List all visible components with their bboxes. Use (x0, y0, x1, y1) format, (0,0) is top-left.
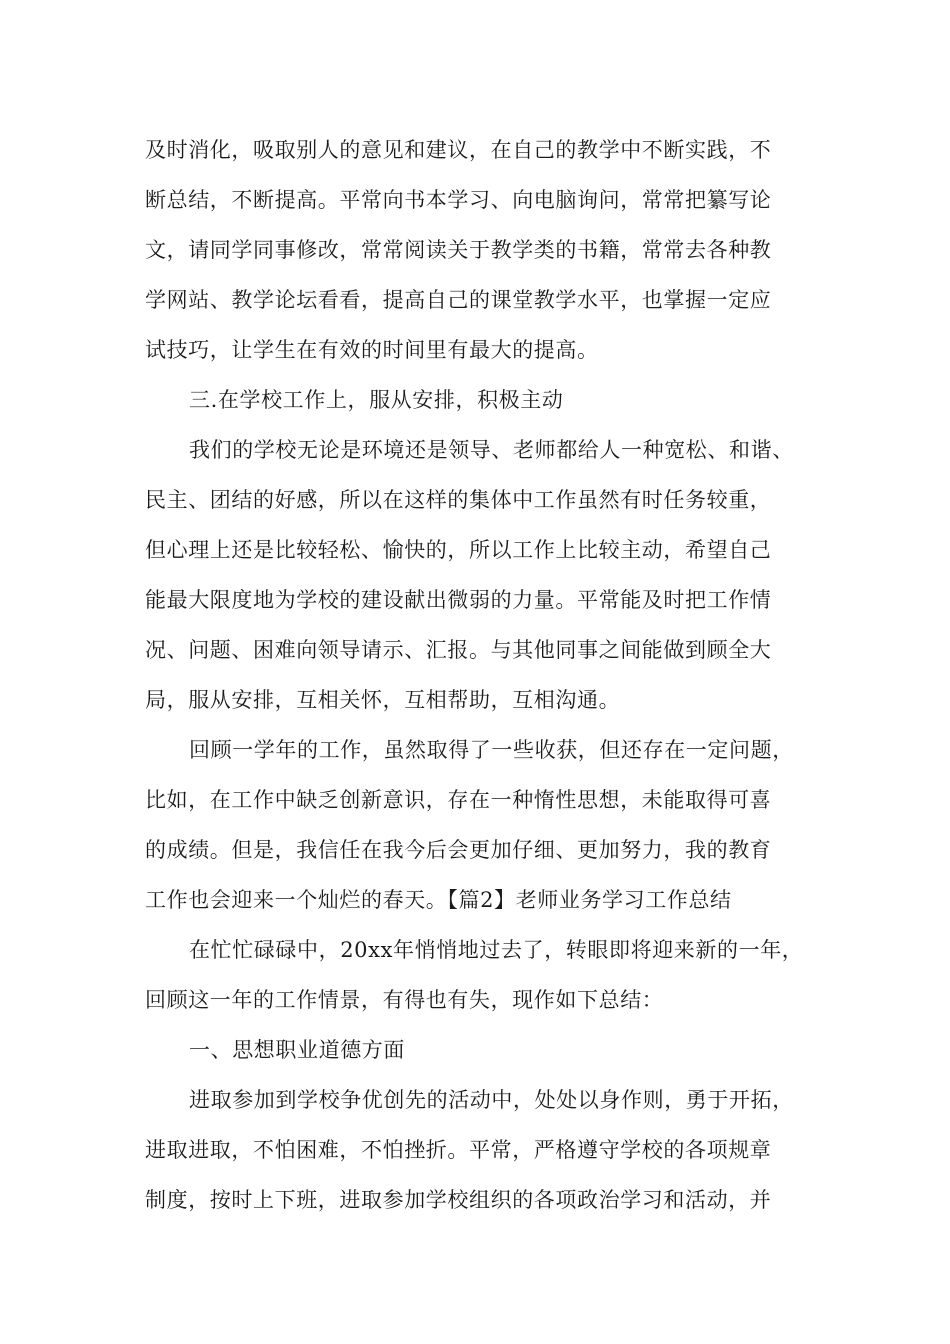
text-line: 学网站、教学论坛看看，提高自己的课堂教学水平，也掌握一定应 (145, 288, 772, 312)
text-line: 及时消化，吸取别人的意见和建议，在自己的教学中不断实践，不 (145, 138, 772, 162)
text-line: 进取参加到学校争优创先的活动中，处处以身作则，勇于开拓， (189, 1088, 794, 1112)
text-line: 回顾一学年的工作，虽然取得了一些收获，但还存在一定问题， (189, 738, 794, 762)
text-line: 但心理上还是比较轻松、愉快的，所以工作上比较主动，希望自己 (145, 538, 772, 562)
text-line: 我们的学校无论是环境还是领导、老师都给人一种宽松、和谐、 (189, 438, 794, 462)
text-line: 试技巧，让学生在有效的时间里有最大的提高。 (145, 338, 599, 362)
text-line: 民主、团结的好感，所以在这样的集体中工作虽然有时任务较重， (145, 488, 772, 512)
text-line: 文，请同学同事修改，常常阅读关于教学类的书籍，常常去各种教 (145, 238, 772, 262)
section-heading: 一、思想职业道德方面 (189, 1038, 405, 1062)
text-line: 回顾这一年的工作情景，有得也有失，现作如下总结： (145, 988, 664, 1012)
text-line: 能最大限度地为学校的建设献出微弱的力量。平常能及时把工作情 (145, 588, 772, 612)
text-line: 局，服从安排，互相关怀，互相帮助，互相沟通。 (145, 688, 621, 712)
text-line: 断总结，不断提高。平常向书本学习、向电脑询问，常常把纂写论 (145, 188, 772, 212)
text-line: 比如，在工作中缺乏创新意识，存在一种惰性思想，未能取得可喜 (145, 788, 772, 812)
text-line: 在忙忙碌碌中，20xx年悄悄地过去了，转眼即将迎来新的一年， (189, 938, 804, 962)
section-heading: 三.在学校工作上，服从安排，积极主动 (189, 388, 564, 412)
text-line: 的成绩。但是，我信任在我今后会更加仔细、更加努力，我的教育 (145, 838, 772, 862)
text-line: 工作也会迎来一个灿烂的春天。【篇2】老师业务学习工作总结 (145, 888, 732, 912)
text-line: 制度，按时上下班，进取参加学校组织的各项政治学习和活动，并 (145, 1188, 772, 1212)
text-line: 进取进取，不怕困难，不怕挫折。平常，严格遵守学校的各项规章 (145, 1138, 772, 1162)
text-line: 况、问题、困难向领导请示、汇报。与其他同事之间能做到顾全大 (145, 638, 772, 662)
